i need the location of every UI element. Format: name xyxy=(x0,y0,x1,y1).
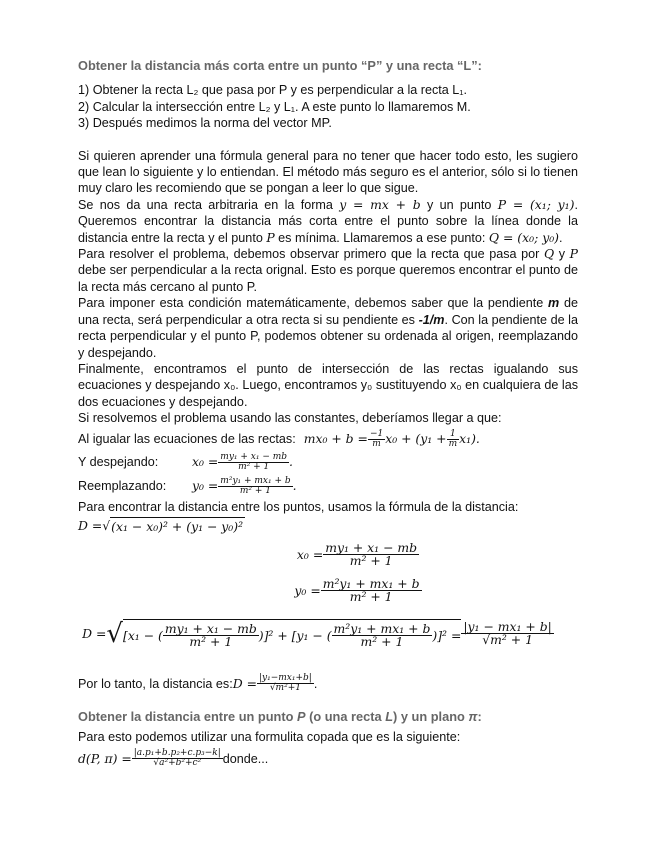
equation-x0 xyxy=(78,537,578,573)
section-heading-point-plane xyxy=(78,709,578,725)
equation-despejando xyxy=(78,451,578,475)
numerator: m²y₁ + mx₁ + b xyxy=(333,621,431,637)
paragraph-formulita: Para esto podemos utilizar una formulita copada que es la siguiente: xyxy=(78,730,461,745)
denominator: m² + 1 xyxy=(360,634,404,650)
denominator: m² + 1 xyxy=(189,634,233,650)
radicand xyxy=(123,619,461,649)
denominator: m xyxy=(448,439,458,450)
numerator: m²y₁ + mx₁ + b xyxy=(322,576,420,592)
document-page xyxy=(78,58,578,772)
equation-mid: x₀ + (y₁ + xyxy=(385,431,447,447)
numerator: −1 xyxy=(369,429,384,440)
text: . xyxy=(313,676,318,691)
denominator: √a²+b²+c² xyxy=(153,758,202,769)
term: )]² = xyxy=(432,627,462,643)
math-q: Q xyxy=(543,246,555,262)
text: debe ser perpendicular a la recta orignal. Esto es porque queremos encontrar el punto de la recta más cercano al punto P. xyxy=(78,263,578,294)
math-point-p: P = (x₁; y₁) xyxy=(497,196,575,212)
equation-lhs: D = xyxy=(82,625,107,641)
equation-end: . xyxy=(289,454,293,470)
numerator: |a.p₁+b.p₂+c.p₃−k| xyxy=(133,748,221,759)
fraction xyxy=(132,749,223,768)
paragraph-intersection: Finalmente, encontramos el punto de intersección de las rectas igualando sus ecuaciones y despejando x₀. Luego, encontramos y₀ sustituyendo x₀ en cualquiera de las dos ecuaciones y despejando. xyxy=(78,361,578,409)
equation-y0 xyxy=(78,573,578,609)
math-m: m xyxy=(548,296,560,311)
fraction xyxy=(257,674,314,693)
math-l: L xyxy=(385,708,394,724)
math-p: P xyxy=(266,229,275,245)
equation-lhs: D = xyxy=(232,675,257,691)
denominator: m xyxy=(372,439,381,450)
equation-label: Reemplazando: xyxy=(78,479,167,494)
equation-distance-result xyxy=(78,671,578,697)
text: Por lo tanto, la distancia es: xyxy=(78,676,233,691)
text: y xyxy=(554,247,570,262)
term: [x₁ − ( xyxy=(122,627,163,643)
paragraph-slope xyxy=(78,295,578,361)
numerator: |y₁−mx₁+b| xyxy=(258,673,312,684)
text: Para resolver el problema, debemos observar primero que la recta que pasa por xyxy=(78,247,544,262)
term: )]² + [y₁ − ( xyxy=(258,627,332,643)
text: es mínima. Llamaremos a ese punto: xyxy=(274,230,489,245)
section-heading-point-line: Obtener la distancia más corta entre un punto “P” y una recta “L”: xyxy=(78,58,482,73)
math-p: P xyxy=(569,246,579,262)
equation-reemplazando xyxy=(78,475,578,499)
denominator: √m²+1 xyxy=(269,683,301,694)
step-1: 1) Obtener la recta L₂ que pasa por P y es perpendicular a la recta L₁. xyxy=(78,83,468,98)
math-neg-inv-m: -1/m xyxy=(418,312,445,327)
numerator: 1 xyxy=(447,430,460,440)
equation-label: Y despejando: xyxy=(78,455,159,470)
fraction xyxy=(323,542,419,568)
equation-end: . xyxy=(292,478,297,494)
math-pi: π xyxy=(468,708,478,724)
text: ) y un plano xyxy=(393,708,469,724)
numerator: m²y₁ + mx₁ + b xyxy=(220,476,291,487)
numerator: my₁ + x₁ − mb xyxy=(325,540,418,556)
paragraph-distance-formula: Para encontrar la distancia entre los puntos, usamos la fórmula de la distancia: xyxy=(78,499,519,514)
denominator: m² + 1 xyxy=(349,589,393,605)
fraction xyxy=(368,430,385,449)
equation-lhs: x₀ = xyxy=(296,546,324,562)
equation-distance xyxy=(78,515,578,537)
equation-lhs: y₀ = xyxy=(192,478,219,494)
text: . Con la pendiente de la recta perpendicular y el punto P, podemos obtener su ordenada al origen, reemplazando y despejando. xyxy=(78,312,578,360)
text: : xyxy=(477,708,482,724)
equation-lhs: mx₀ + b = xyxy=(303,431,368,447)
denominator: m² + 1 xyxy=(239,486,272,497)
math-point-q: Q = (x₀; y₀) xyxy=(488,229,559,245)
equation-lhs: y₀ = xyxy=(294,582,321,598)
fraction xyxy=(218,477,292,496)
paragraph-intro: Si quieren aprender una fórmula general para no tener que hacer todo esto, les sugiero que lean lo siguiente y lo entiendan. El método más seguro es el anterior, sólo si lo tienen muy claro les recomiendo que se pongan a leer lo que sigue. xyxy=(78,148,578,196)
step-2: 2) Calcular la intersección entre L₂ y L₁. A este punto lo llamaremos M. xyxy=(78,99,471,114)
text: Se nos da una recta arbitraria en la forma xyxy=(78,197,340,212)
fraction xyxy=(332,623,433,649)
equation-lhs: D = xyxy=(78,517,103,533)
numerator: my₁ + x₁ − mb xyxy=(164,621,257,637)
equation-igualar xyxy=(78,429,578,451)
fraction xyxy=(321,578,422,604)
text: (o una recta xyxy=(305,708,386,724)
text: Para imponer esta condición matemáticamente, debemos saber que la pendiente xyxy=(78,296,548,311)
text: donde... xyxy=(222,751,269,766)
fraction-result xyxy=(461,621,553,647)
text: Obtener la distancia entre un punto xyxy=(78,708,297,724)
denominator: √m² + 1 xyxy=(482,632,533,648)
numerator: my₁ + x₁ − mb xyxy=(220,452,288,463)
math-p: P xyxy=(297,708,306,724)
math-line-equation: y = mx + b xyxy=(339,196,421,212)
text: . xyxy=(559,230,563,245)
fraction xyxy=(218,453,289,472)
text: y un punto xyxy=(420,197,498,212)
fraction xyxy=(447,430,460,449)
sqrt-symbol: √ xyxy=(106,618,123,649)
text: de una recta, será perpendicular a otra recta si su pendiente es xyxy=(78,296,578,327)
paragraph-constants: Si resolvemos el problema usando las constantes, deberíamos llegar a que: xyxy=(78,411,502,426)
equation-lhs: d(P, π) = xyxy=(78,750,132,766)
paragraph-setup xyxy=(78,197,578,246)
equation-label: Al igualar las ecuaciones de las rectas: xyxy=(78,432,296,447)
radicand: (x₁ − x₀)² + (y₁ − y₀)² xyxy=(111,518,244,534)
sqrt-symbol: √ xyxy=(102,517,111,533)
equation-end: x₁). xyxy=(459,431,480,447)
numerator: |y₁ − mx₁ + b| xyxy=(463,619,552,635)
denominator: m² + 1 xyxy=(238,462,270,473)
fraction xyxy=(163,623,259,649)
equation-distance-expanded xyxy=(38,609,598,659)
equation-lhs: x₀ = xyxy=(192,454,219,470)
paragraph-perpendicular xyxy=(78,246,578,295)
denominator: m² + 1 xyxy=(349,553,393,569)
equation-plane-distance xyxy=(78,746,578,772)
text: . Queremos encontrar la distancia más corta entre el punto sobre la línea donde la distancia entre la recta y el punto xyxy=(78,197,578,245)
step-3: 3) Después medimos la norma del vector MP. xyxy=(78,116,332,131)
